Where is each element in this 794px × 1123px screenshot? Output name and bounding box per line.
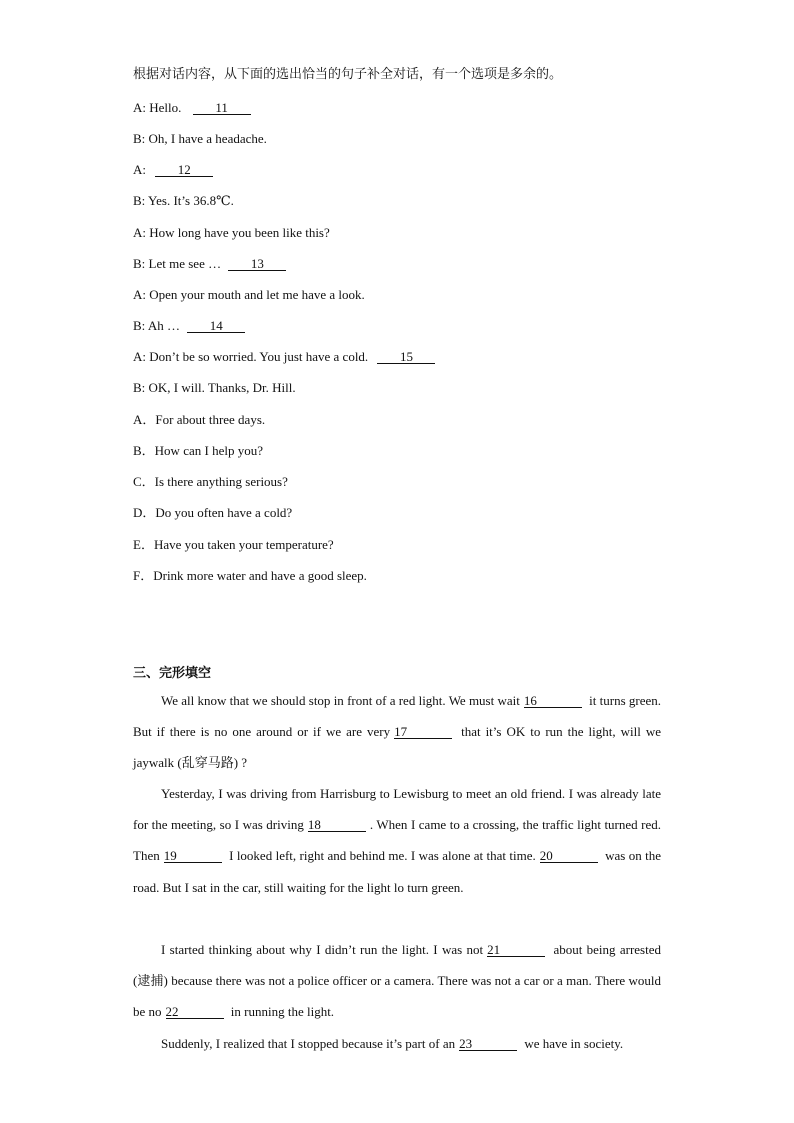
passage-paragraph-3 bbox=[133, 934, 661, 1028]
answer-blank-12[interactable]: 12 bbox=[155, 163, 213, 177]
dialogue-text: B: Oh, I have a headache. bbox=[133, 131, 267, 146]
answer-blank-22[interactable]: 22 bbox=[166, 1005, 224, 1019]
passage-text: I looked left, right and behind me. I was alone at that time. bbox=[229, 848, 536, 864]
answer-blank-14[interactable]: 14 bbox=[187, 319, 245, 333]
dialogue-text: B: Yes. It’s 36.8℃. bbox=[133, 193, 234, 208]
option-f: F．Drink more water and have a good sleep. bbox=[133, 568, 367, 583]
dialogue-text: B: Let me see … bbox=[133, 256, 222, 271]
passage-text: in running the light. bbox=[230, 1004, 335, 1020]
dialogue-text: A: bbox=[133, 162, 146, 177]
passage-text: it turns green. But if there is no one around or if we are very bbox=[133, 693, 662, 740]
dialogue-text: A: Don’t be so worried. You just have a cold. bbox=[133, 349, 369, 364]
option-a: A．For about three days. bbox=[133, 412, 266, 427]
answer-blank-13[interactable]: 13 bbox=[228, 257, 286, 271]
option-d: D．Do you often have a cold? bbox=[133, 505, 293, 520]
dialogue-text: A: How long have you been like this? bbox=[133, 225, 330, 240]
passage-text: . When I came to a crossing, the traffic light turned red. Then bbox=[133, 817, 662, 864]
answer-blank-15[interactable]: 15 bbox=[377, 350, 435, 364]
answer-blank-20[interactable]: 20 bbox=[540, 849, 598, 863]
passage-text: we have in society. bbox=[524, 1036, 624, 1051]
dialogue-line-10 bbox=[133, 380, 296, 396]
answer-blank-11[interactable]: 11 bbox=[193, 101, 251, 115]
answer-blank-16[interactable]: 16 bbox=[524, 694, 582, 708]
passage-text: was on the road. But I sat in the car, still waiting for the light lo turn green. bbox=[133, 848, 662, 895]
answer-blank-18[interactable]: 18 bbox=[308, 818, 366, 832]
dialogue-line-6 bbox=[133, 256, 288, 272]
passage-text: Suddenly, I realized that I stopped because it’s part of an bbox=[161, 1036, 456, 1051]
passage-text: about being arrested (逮捕) because there was not a police officer or a camera. There was not a car or a man. There would be no bbox=[133, 942, 661, 1020]
dialogue-line-7 bbox=[133, 287, 365, 303]
section-title: 三、完形填空 bbox=[133, 666, 212, 681]
dialogue-line-4 bbox=[133, 193, 234, 209]
passage-text: We all know that we should stop in front of a red light. We must wait bbox=[161, 693, 520, 708]
passage-text: I started thinking about why I didn’t run the light. I was not bbox=[161, 942, 484, 957]
dialogue-line-3 bbox=[133, 162, 215, 178]
dialogue-text: B: OK, I will. Thanks, Dr. Hill. bbox=[133, 380, 296, 395]
dialogue-text: A: Open your mouth and let me have a look. bbox=[133, 287, 365, 302]
instruction-text: 根据对话内容，从下面的选出恰当的句子补全对话，有一个选项是多余的。 bbox=[133, 67, 563, 82]
dialogue-line-5 bbox=[133, 225, 330, 241]
dialogue-line-9 bbox=[133, 349, 437, 365]
answer-blank-23[interactable]: 23 bbox=[459, 1037, 517, 1051]
dialogue-text: B: Ah … bbox=[133, 318, 180, 333]
dialogue-text: A: Hello. bbox=[133, 100, 182, 115]
answer-blank-21[interactable]: 21 bbox=[487, 943, 545, 957]
option-e: E．Have you taken your temperature? bbox=[133, 537, 334, 552]
answer-blank-17[interactable]: 17 bbox=[394, 725, 452, 739]
passage-paragraph-2 bbox=[133, 778, 661, 903]
option-c: C．Is there anything serious? bbox=[133, 474, 288, 489]
dialogue-line-8 bbox=[133, 318, 247, 334]
passage-paragraph-4 bbox=[133, 1028, 661, 1059]
passage-text: Yesterday, I was driving from Harrisburg to Lewisburg to meet an old friend. I was already late for the meeting, so I was driving bbox=[133, 786, 661, 833]
dialogue-line-2 bbox=[133, 131, 267, 147]
dialogue-line-1 bbox=[133, 100, 253, 116]
passage-text: that it’s OK to run the light, will we jaywalk (乱穿马路) ? bbox=[133, 724, 661, 771]
answer-blank-19[interactable]: 19 bbox=[164, 849, 222, 863]
passage-paragraph-1 bbox=[133, 685, 661, 779]
option-b: B．How can I help you? bbox=[133, 443, 263, 458]
